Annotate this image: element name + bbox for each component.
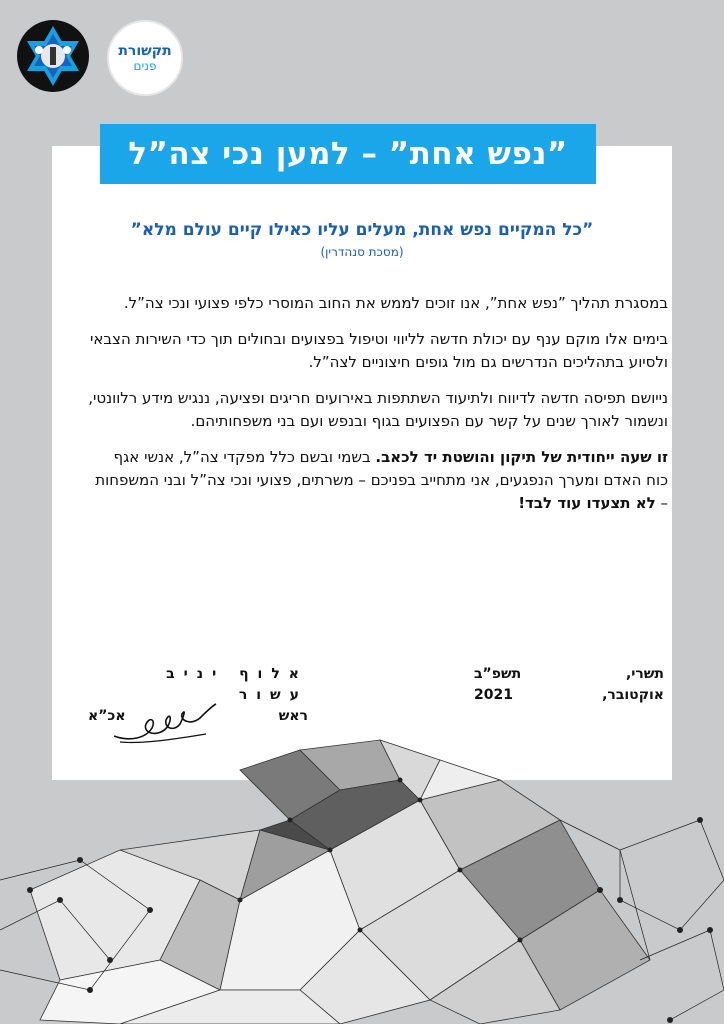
gregorian-year: 2021 — [474, 687, 513, 703]
date-block — [474, 664, 664, 706]
quote-text: ”כל המקיים נפש אחת, מעלים עליו כאילו קיים עולם מלא” — [130, 220, 594, 240]
signer-role-a: ראש — [278, 708, 308, 724]
signer-name: אלוף יניב עשור — [166, 666, 308, 703]
logo-text-line1: תקשורת — [118, 42, 172, 59]
quote-source: (מסכת סנהדרין) — [320, 245, 404, 259]
paragraph-4 — [88, 446, 668, 515]
paragraph-3: נייושם תפיסה חדשה לדיווח ולתיעוד השתתפות באירועים חריגים ופציעה, ננגיש מידע רלוונטי, ונשמור לאורך שנים על קשר עם הפצועים בגוף ובנפש ועם בני משפחותיהם. — [88, 389, 668, 430]
paragraph-4-text: בשמי ובשם כלל מפקדי צה”ל, אנשי אגף כוח האדם ומערך הנפגעים, אני מתחייב בפניכם – משרתים, פצועי ונכי צה”ל ובני המשפחות – — [95, 448, 668, 512]
paragraph-2: בימים אלו מוקם ענף עם יכולת חדשה לליווי וטיפול בפצועים ובחולים תוך כדי השירות הצבאי ולסיוע בתהליכים הנדרשים גם מול גופים חיצוניים לצה”ל. — [90, 330, 668, 371]
idf-manpower-logo — [17, 20, 89, 92]
internal-communications-logo — [107, 20, 183, 96]
signer-role-b: אכ”א — [88, 708, 126, 724]
paragraph-4-bold-end: לא תצעדו עוד לבד! — [518, 494, 656, 512]
paragraph-4-bold-start: זו שעה ייחודית של תיקון והושטת יד לכאב. — [375, 448, 668, 466]
star-of-david-emblem-icon — [17, 20, 89, 92]
paragraph-1: במסגרת תהליך ”נפש אחת”, אנו זוכים לממש את החוב המוסרי כלפי פצועי ונכי צה”ל. — [123, 294, 668, 312]
page-title: ”נפש אחת” – למען נכי צה”ל — [100, 124, 596, 184]
gregorian-month: אוקטובר, — [602, 687, 664, 703]
hebrew-year: תשפ”ב — [474, 666, 522, 682]
logo-text-line2: פנים — [133, 58, 157, 73]
letter-body — [88, 292, 668, 528]
low-poly-hands-illustration — [0, 730, 724, 1024]
hebrew-month: תשרי, — [625, 666, 664, 682]
